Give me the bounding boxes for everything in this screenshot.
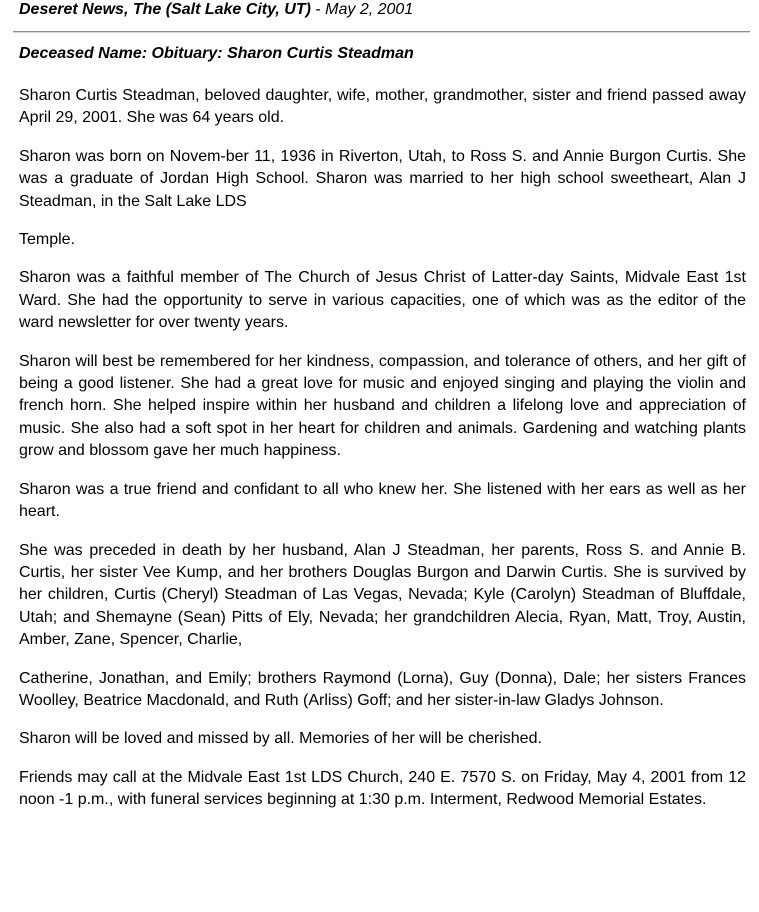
obituary-paragraph: Sharon will be loved and missed by all. Memories of her will be cherished. — [19, 730, 542, 748]
obituary-body — [19, 85, 746, 828]
deceased-name-heading: Deceased Name: Obituary: Sharon Curtis Steadman — [19, 45, 414, 62]
publication-date: May 2, 2001 — [325, 1, 414, 18]
obituary-paragraph: Sharon was a faithful member of The Church of Jesus Christ of Latter-day Saints, Midvale East 1st Ward. She had the opportunity to serve in various capacities, one of which was as the editor of the ward newsletter for over twenty years. — [19, 269, 746, 332]
obituary-paragraph: She was preceded in death by her husband, Alan J Steadman, her parents, Ross S. and Annie B. Curtis, her sister Vee Kump, and her brothers Douglas Burgon and Darwin Curtis. She is survived by her children, Curtis (Cheryl) Steadman of Las Vegas, Nevada; Kyle (Carolyn) Steadman of Bluffdale, Utah; and Shemayne (Sean) Pitts of Ely, Nevada; her grandchildren Alecia, Ryan, Matt, Troy, Austin, Amber, Zane, Spencer, Charlie, — [19, 541, 746, 649]
obituary-paragraph: Sharon was a true friend and confidant to all who knew her. She listened with her ears as well as her heart. — [19, 480, 746, 521]
header-separator: - — [310, 1, 326, 18]
header-divider — [13, 31, 750, 33]
obituary-paragraph: Temple. — [19, 231, 76, 249]
obituary-paragraph: Sharon will best be remembered for her kindness, compassion, and tolerance of others, and her gift of being a good listener. She had a great love for music and enjoyed singing and playing the violin and french horn. She helped inspire within her husband and children a lifelong love and appreciation of music. She also had a soft spot in her heart for children and animals. Gardening and watching plants grow and blossom gave her much happiness. — [19, 352, 746, 460]
obituary-paragraph: Sharon was born on Novem-ber 11, 1936 in Riverton, Utah, to Ross S. and Annie Burgon Curtis. She was a graduate of Jordan High School. Sharon was married to her high school sweetheart, Alan J Steadman, in the Salt Lake LDS — [19, 147, 746, 210]
obituary-paragraph: Friends may call at the Midvale East 1st LDS Church, 240 E. 7570 S. on Friday, May 4, 2001 from 12 noon -1 p.m., with funeral services beginning at 1:30 p.m. Interment, Redwood Memorial Estates. — [19, 768, 746, 809]
obituary-paragraph: Catherine, Jonathan, and Emily; brothers Raymond (Lorna), Guy (Donna), Dale; her sisters Frances Woolley, Beatrice Macdonald, and Ruth (Arliss) Goff; and her sister-in-law Gladys Johnson. — [19, 669, 746, 709]
publication-name: Deseret News, The (Salt Lake City, UT) — [19, 1, 311, 18]
source-header — [19, 0, 413, 20]
obituary-paragraph: Sharon Curtis Steadman, beloved daughter, wife, mother, grandmother, sister and friend passed away April 29, 2001. She was 64 years old. — [19, 87, 746, 127]
